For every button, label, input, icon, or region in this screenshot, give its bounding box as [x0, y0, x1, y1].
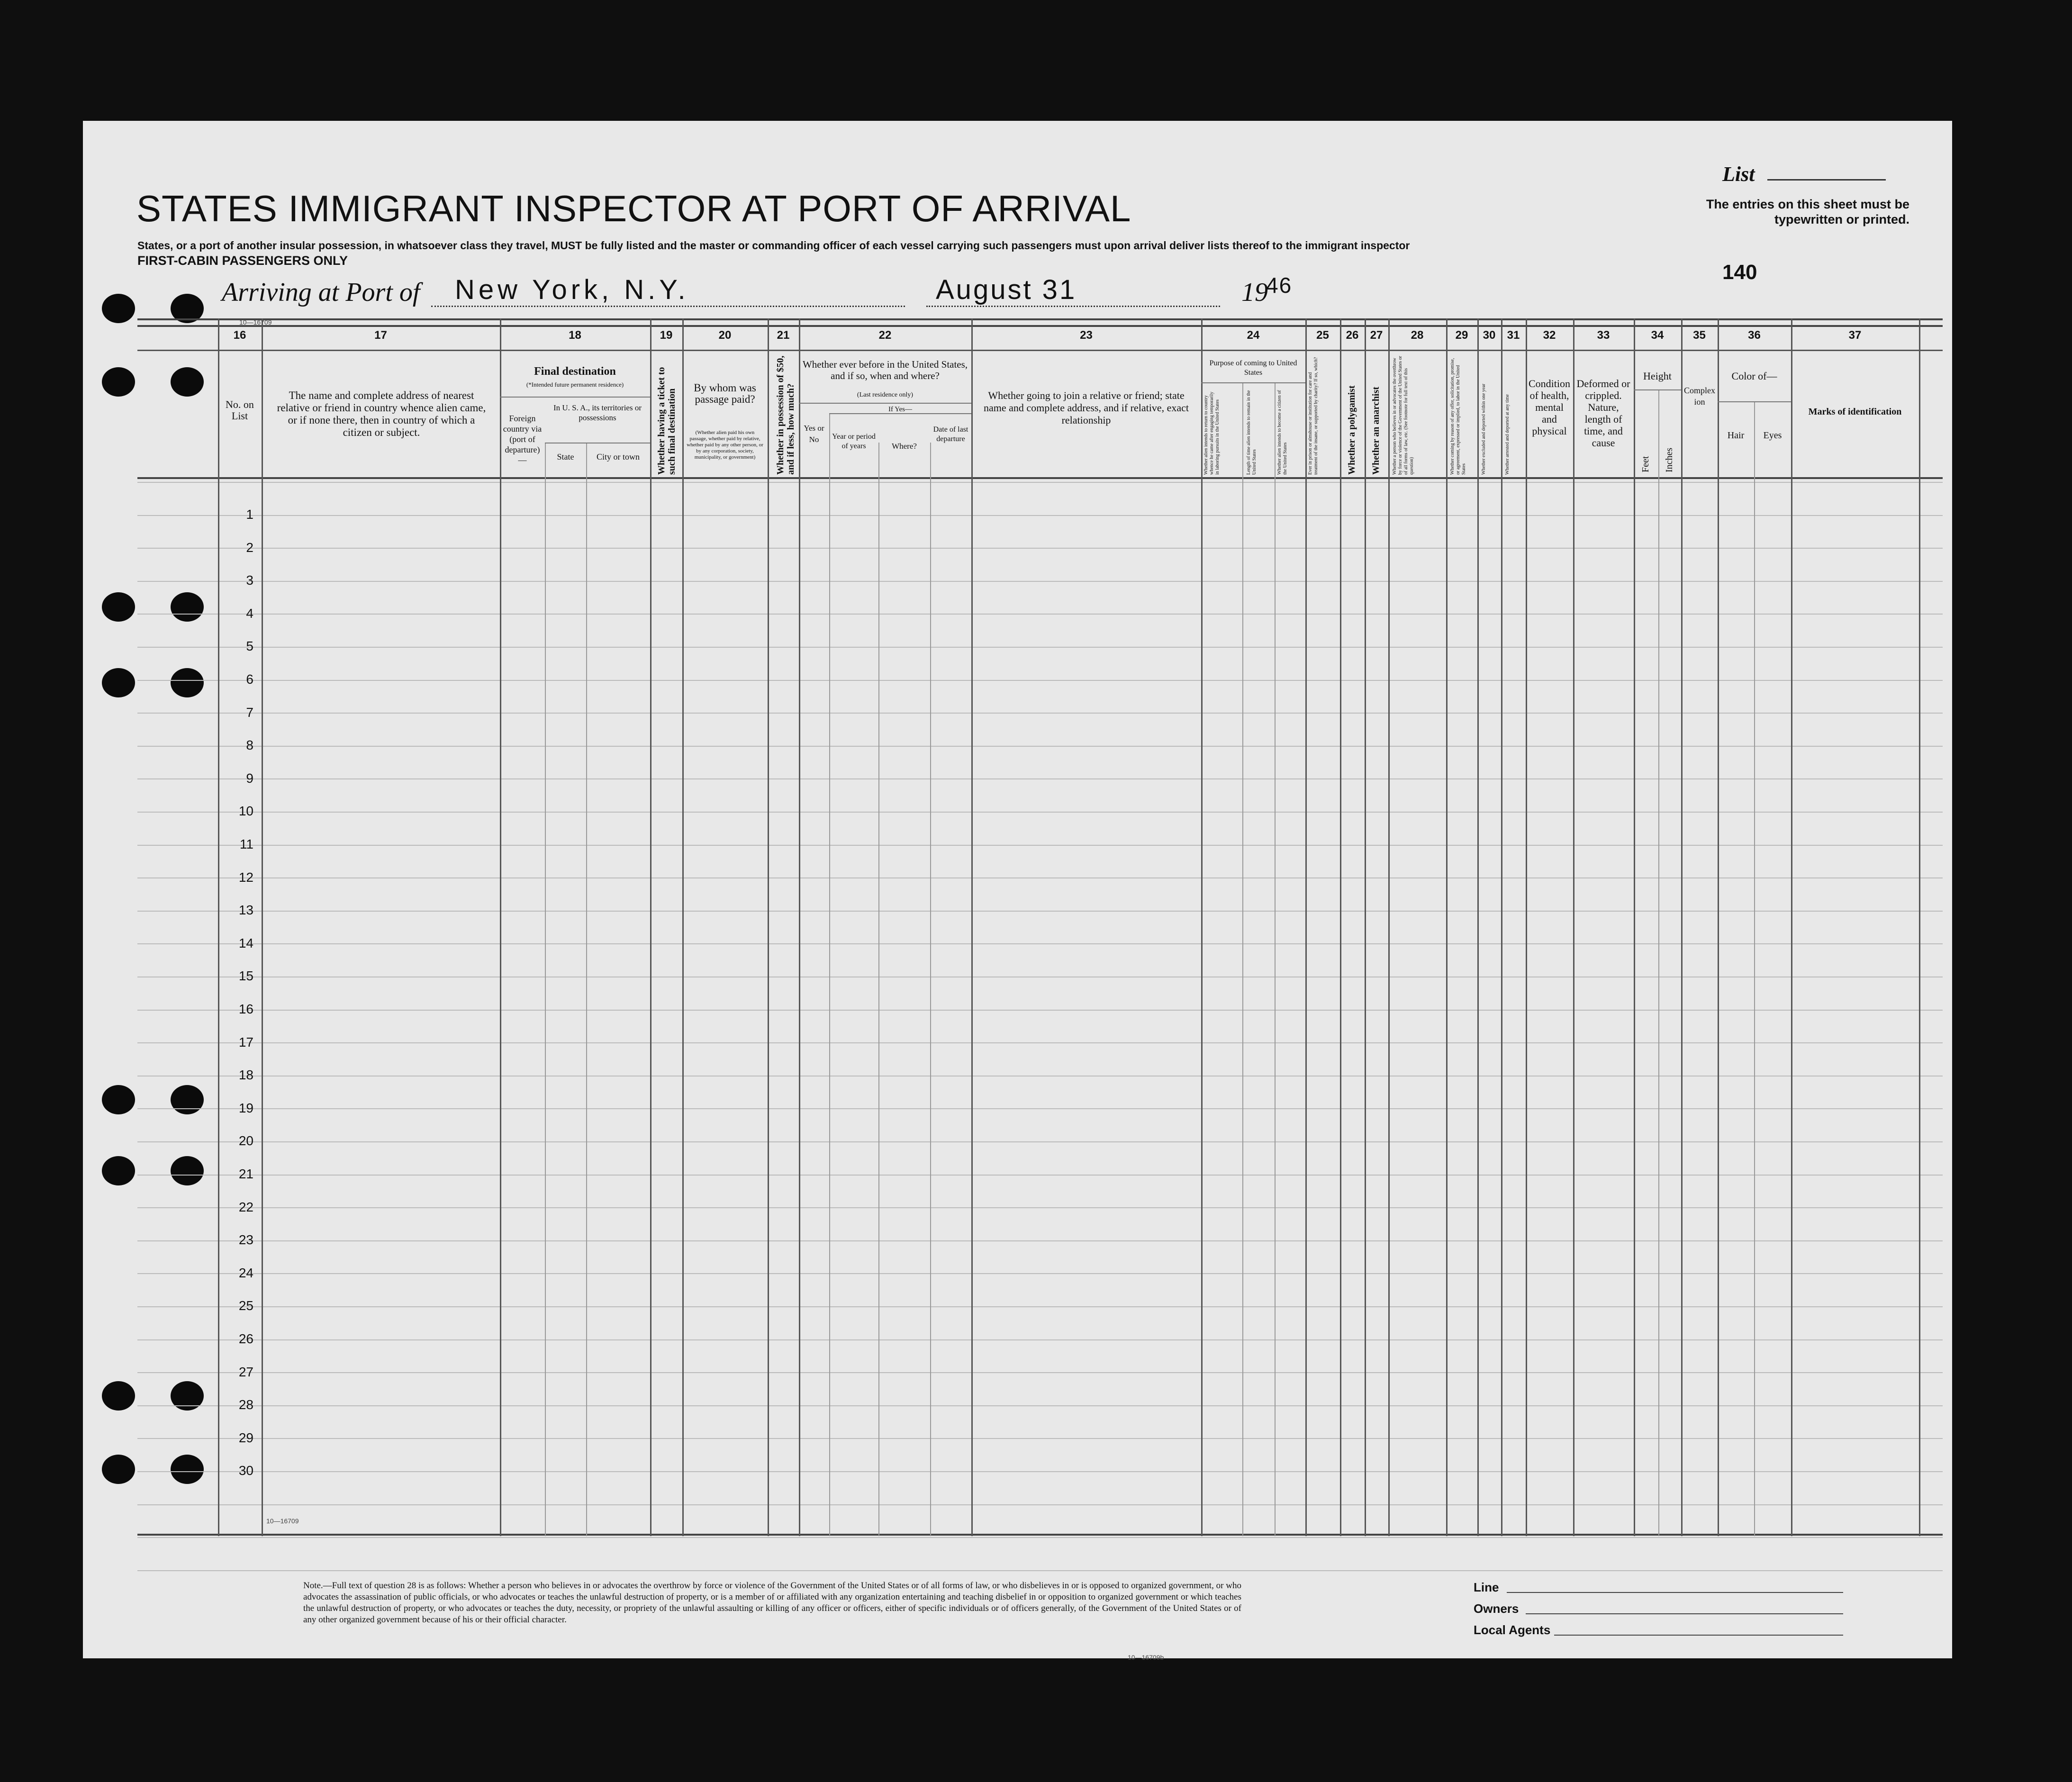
col-number: 17 — [374, 329, 387, 342]
row-number: 21 — [238, 1167, 253, 1181]
header-col-31: Whether arrested and deported at any time — [1505, 394, 1510, 475]
col-divider — [829, 413, 830, 1536]
col-number: 18 — [569, 329, 581, 342]
col-number: 35 — [1693, 329, 1706, 342]
row-rule — [137, 1042, 1943, 1043]
col-divider — [682, 318, 684, 1536]
header-years: Year or period of years — [832, 433, 876, 450]
row-number: 1 — [246, 507, 253, 522]
header-if-yes: If Yes— — [888, 406, 912, 413]
binder-hole — [102, 668, 135, 697]
row-rule — [137, 1537, 1943, 1538]
header-col-29: Whether coming by reason of any offer, solicitation, promise, or agreement, expressed or implied, to labor in the United States — [1450, 358, 1466, 475]
col-divider — [1658, 389, 1659, 1536]
row-number: 30 — [238, 1463, 253, 1478]
header-in-usa: In U. S. A., its territories or possessions — [553, 403, 642, 422]
subheader-rule — [1201, 382, 1305, 383]
col-number: 30 — [1483, 329, 1496, 342]
col-number: 16 — [233, 329, 246, 342]
header-passage-note: (Whether alien paid his own passage, whether paid by relative, whether paid by any other person, or by any corporation, society, municipality, or government) — [687, 430, 763, 460]
date-line — [926, 306, 1220, 307]
row-rule — [137, 647, 1943, 648]
header-state: State — [557, 452, 574, 461]
header-no-on-list: No. on List — [226, 398, 254, 422]
form-number-bottom: 10—16709 — [266, 1517, 299, 1525]
col-divider — [262, 318, 263, 1536]
header-bottom-rule — [137, 477, 1943, 479]
row-number: 6 — [246, 672, 253, 687]
row-rule — [137, 581, 1943, 582]
binder-hole — [102, 1156, 135, 1185]
binder-hole — [102, 367, 135, 397]
col-number: 19 — [660, 329, 673, 342]
col-divider — [1242, 382, 1243, 1536]
row-number: 20 — [238, 1133, 253, 1149]
row-rule — [137, 746, 1943, 747]
col-divider — [1446, 318, 1448, 1536]
owners-field — [1526, 1613, 1843, 1614]
header-height: Height — [1643, 370, 1672, 382]
col-number: 29 — [1455, 329, 1468, 342]
header-col-23: Whether going to join a relative or friend; state name and complete address, and if relative, exact relationship — [983, 389, 1189, 426]
row-rule — [137, 1438, 1943, 1439]
line-label: Line — [1474, 1580, 1499, 1594]
header-date-departure: Date of last departure — [933, 425, 968, 443]
typewritten-instruction: The entries on this sheet must be typewritten or printed. — [1706, 197, 1909, 226]
row-rule — [137, 614, 1943, 615]
owners-label: Owners — [1474, 1601, 1519, 1616]
col-number: 31 — [1507, 329, 1520, 342]
col-divider — [878, 443, 879, 1536]
col-divider — [930, 443, 931, 1536]
row-rule — [137, 1339, 1943, 1340]
col-divider — [1681, 318, 1683, 1536]
header-feet: Feet — [1640, 456, 1651, 472]
row-rule — [137, 1405, 1943, 1406]
row-rule — [137, 515, 1943, 516]
arrival-date: August 31 — [936, 274, 1077, 305]
list-line — [1767, 179, 1886, 181]
col-divider — [1919, 318, 1920, 1536]
binder-hole — [102, 1455, 135, 1484]
row-number: 8 — [246, 738, 253, 753]
col-divider — [1501, 318, 1502, 1536]
col-divider — [1634, 318, 1635, 1536]
col-number: 34 — [1651, 329, 1664, 342]
header-col-24a: Whether alien intends to return to country whence he came after engaging temporarily in laboring pursuits in the United States — [1203, 391, 1220, 475]
row-number: 29 — [238, 1430, 253, 1445]
row-number: 11 — [239, 837, 253, 851]
subheader-rule — [1718, 401, 1791, 402]
col-number: 28 — [1411, 329, 1424, 342]
header-col-28: Whether a person who believes in or advocates the overthrow by force or violence of the Government of the United States or of all forms of law, etc. (See footnote for full text of this question) — [1392, 356, 1414, 475]
header-col-33: Deformed or crippled. Nature, length of time, and cause — [1576, 378, 1630, 449]
col-divider — [650, 318, 651, 1536]
header-col-17: The name and complete address of nearest relative or friend in country whence alien came, or if none there, then in country of which a citizen or subject. — [277, 389, 486, 438]
footer-form-code: 10—16709b — [1128, 1654, 1164, 1661]
row-rule — [137, 943, 1943, 944]
col-number: 20 — [718, 329, 732, 342]
row-number: 28 — [238, 1397, 253, 1412]
row-rule — [137, 548, 1943, 549]
header-eyes: Eyes — [1763, 430, 1782, 441]
header-top-rule — [137, 318, 1943, 320]
cabin-class: FIRST-CABIN PASSENGERS ONLY — [137, 253, 348, 268]
col-divider — [1305, 318, 1307, 1536]
col-divider — [1275, 382, 1276, 1536]
header-yes-no: Yes or No — [804, 424, 824, 444]
col-divider — [971, 318, 973, 1536]
col-number: 21 — [777, 329, 790, 342]
col-divider — [1477, 318, 1479, 1536]
binder-hole — [102, 592, 135, 622]
row-number: 23 — [238, 1232, 253, 1248]
header-foreign-country: Foreign country via (port of departure)— — [503, 414, 542, 465]
header-top-rule-2 — [137, 325, 1943, 327]
page-title: STATES IMMIGRANT INSPECTOR AT PORT OF ARRIVAL — [136, 188, 1131, 229]
header-purpose: Purpose of coming to United States — [1209, 359, 1297, 377]
row-number: 7 — [246, 705, 253, 720]
row-rule — [137, 1504, 1943, 1505]
year-prefix: 19 — [1241, 278, 1268, 307]
header-ever-before-note: (Last residence only) — [857, 391, 914, 398]
row-number: 15 — [238, 968, 253, 984]
manifest-table — [137, 318, 1950, 1536]
col-divider — [1754, 401, 1755, 1536]
col-number: 33 — [1597, 329, 1610, 342]
header-col-26: Whether a polygamist — [1347, 385, 1357, 475]
row-number: 13 — [238, 903, 253, 918]
row-rule — [137, 713, 1943, 714]
col-divider — [1388, 318, 1390, 1536]
header-inches: Inches — [1664, 447, 1674, 472]
header-hair: Hair — [1727, 430, 1745, 441]
row-number: 2 — [246, 540, 253, 555]
form-number: 10—16709 — [239, 318, 272, 326]
footnote: Note.—Full text of question 28 is as follows: Whether a person who believes in or advocates the overthrow by force or violence of the Government of the United States or of all forms of law, or who disbelieves in or is opposed to organized government, or who advocates the assassination of public officials, or who advocates or teaches the unlawful destruction of property, or is a member of or affiliated with any organization entertaining and teaching disbelief in or opposition to organized government or which teaches the unlawful destruction of property, or who advocates or teaches the duty, necessity, or propriety of the unlawful assaulting or killing of any officer or officers, either of specific individuals or of officers generally, of the Government of the United States or of any other organized government because of his or their official character. — [303, 1581, 1241, 1625]
row-rule — [137, 911, 1943, 912]
col-number: 23 — [1080, 329, 1093, 342]
local-agents-field — [1554, 1635, 1843, 1636]
col-divider — [218, 318, 219, 1536]
col-number: 24 — [1247, 329, 1260, 342]
table-bottom-rule — [137, 1534, 1943, 1536]
header-passage-paid: By whom was passage paid? — [694, 382, 756, 405]
subheader-rule — [500, 397, 650, 398]
row-number: 14 — [238, 935, 253, 950]
col-divider — [1201, 318, 1203, 1536]
col-divider — [1340, 318, 1341, 1536]
row-number: 26 — [238, 1331, 253, 1346]
row-rule — [137, 482, 1943, 483]
header-col-21: Whether in possession of $50, and if less, how much? — [775, 355, 796, 475]
row-rule — [137, 1175, 1943, 1176]
port-name: New York, N.Y. — [455, 274, 689, 305]
row-rule — [137, 1471, 1943, 1472]
row-rule — [137, 1570, 1943, 1571]
port-line — [431, 306, 905, 307]
row-number: 3 — [246, 573, 253, 588]
row-rule — [137, 845, 1943, 846]
col-divider — [1718, 318, 1719, 1536]
row-number: 9 — [246, 770, 253, 786]
col-divider — [586, 443, 587, 1536]
row-rule — [137, 1207, 1943, 1208]
row-number: 4 — [246, 606, 253, 621]
row-rule — [137, 877, 1943, 878]
list-label: List — [1722, 163, 1755, 186]
row-number: 16 — [238, 1002, 253, 1016]
header-final-destination-note: (*Intended future permanent residence) — [526, 381, 624, 388]
local-agents-label: Local Agents — [1474, 1623, 1551, 1637]
arriving-label: Arriving at Port of — [222, 278, 420, 307]
row-number: 5 — [246, 639, 253, 654]
col-number: 22 — [878, 329, 892, 342]
row-rule — [137, 1372, 1943, 1373]
row-number: 27 — [238, 1364, 253, 1379]
col-divider — [1526, 318, 1527, 1536]
col-number: 36 — [1748, 329, 1761, 342]
row-rule — [137, 778, 1943, 779]
row-rule — [137, 1108, 1943, 1109]
year-suffix: 46 — [1266, 273, 1293, 298]
header-where: Where? — [892, 442, 917, 451]
subtitle: States, or a port of another insular possession, in whatsoever class they travel, MUST be fully listed and the master or commanding officer of each vessel carrying such passengers must upon arrival deliver lists thereof to the immigrant inspector — [137, 239, 1410, 252]
row-number: 17 — [238, 1034, 253, 1049]
subheader-rule — [1634, 389, 1681, 390]
row-rule — [137, 812, 1943, 813]
row-number: 12 — [238, 869, 253, 885]
line-field — [1507, 1592, 1843, 1593]
row-number: 22 — [238, 1199, 253, 1214]
col-number: 25 — [1316, 329, 1329, 342]
col-divider — [1573, 318, 1574, 1536]
header-city: City or town — [596, 452, 640, 461]
col-number: 32 — [1543, 329, 1556, 342]
row-rule — [137, 1141, 1943, 1142]
row-rule — [137, 1240, 1943, 1241]
header-col-25: Ever in prison or almshouse or institution for care and treatment of the insane, or supported by charity? If so, which? — [1308, 357, 1319, 475]
row-rule — [137, 1306, 1943, 1307]
binder-hole — [102, 294, 135, 323]
binder-hole — [102, 1381, 135, 1411]
header-col-27: Whether an anarchist — [1371, 387, 1381, 475]
row-rule — [137, 1010, 1943, 1011]
col-number: 27 — [1370, 329, 1383, 342]
header-col-30: Whether excluded and deported within one year — [1481, 383, 1486, 475]
row-rule — [137, 1273, 1943, 1274]
header-col-19: Whether having a ticket to such final destination — [656, 367, 677, 475]
row-number: 18 — [238, 1067, 253, 1083]
header-marks: Marks of identification — [1808, 407, 1902, 417]
header-col-24c: Whether alien intends to become a citizen of the United States — [1277, 390, 1288, 475]
header-col-32: Condition of health, mental and physical — [1528, 378, 1570, 437]
row-number: 25 — [238, 1298, 253, 1313]
col-number: 37 — [1848, 329, 1862, 342]
header-ever-before: Whether ever before in the United States, and if so, when and where? — [802, 359, 968, 381]
row-number: 24 — [238, 1265, 253, 1280]
header-color-of: Color of— — [1731, 370, 1777, 382]
col-divider — [1365, 318, 1366, 1536]
header-final-destination: Final destination — [534, 365, 616, 378]
header-complexion: Complexion — [1684, 386, 1715, 407]
col-divider — [500, 318, 501, 1536]
col-divider — [768, 318, 769, 1536]
col-number: 26 — [1346, 329, 1359, 342]
header-col-24b: Length of time alien intends to remain in the United States — [1246, 390, 1257, 475]
row-number: 10 — [238, 804, 253, 819]
col-divider — [1791, 318, 1792, 1536]
binder-hole — [102, 1085, 135, 1114]
number-row-rule — [137, 350, 1943, 351]
row-number: 19 — [238, 1100, 253, 1115]
row-rule — [137, 680, 1943, 681]
list-number: 140 — [1722, 261, 1757, 284]
col-divider — [545, 443, 546, 1536]
col-divider — [799, 318, 800, 1536]
